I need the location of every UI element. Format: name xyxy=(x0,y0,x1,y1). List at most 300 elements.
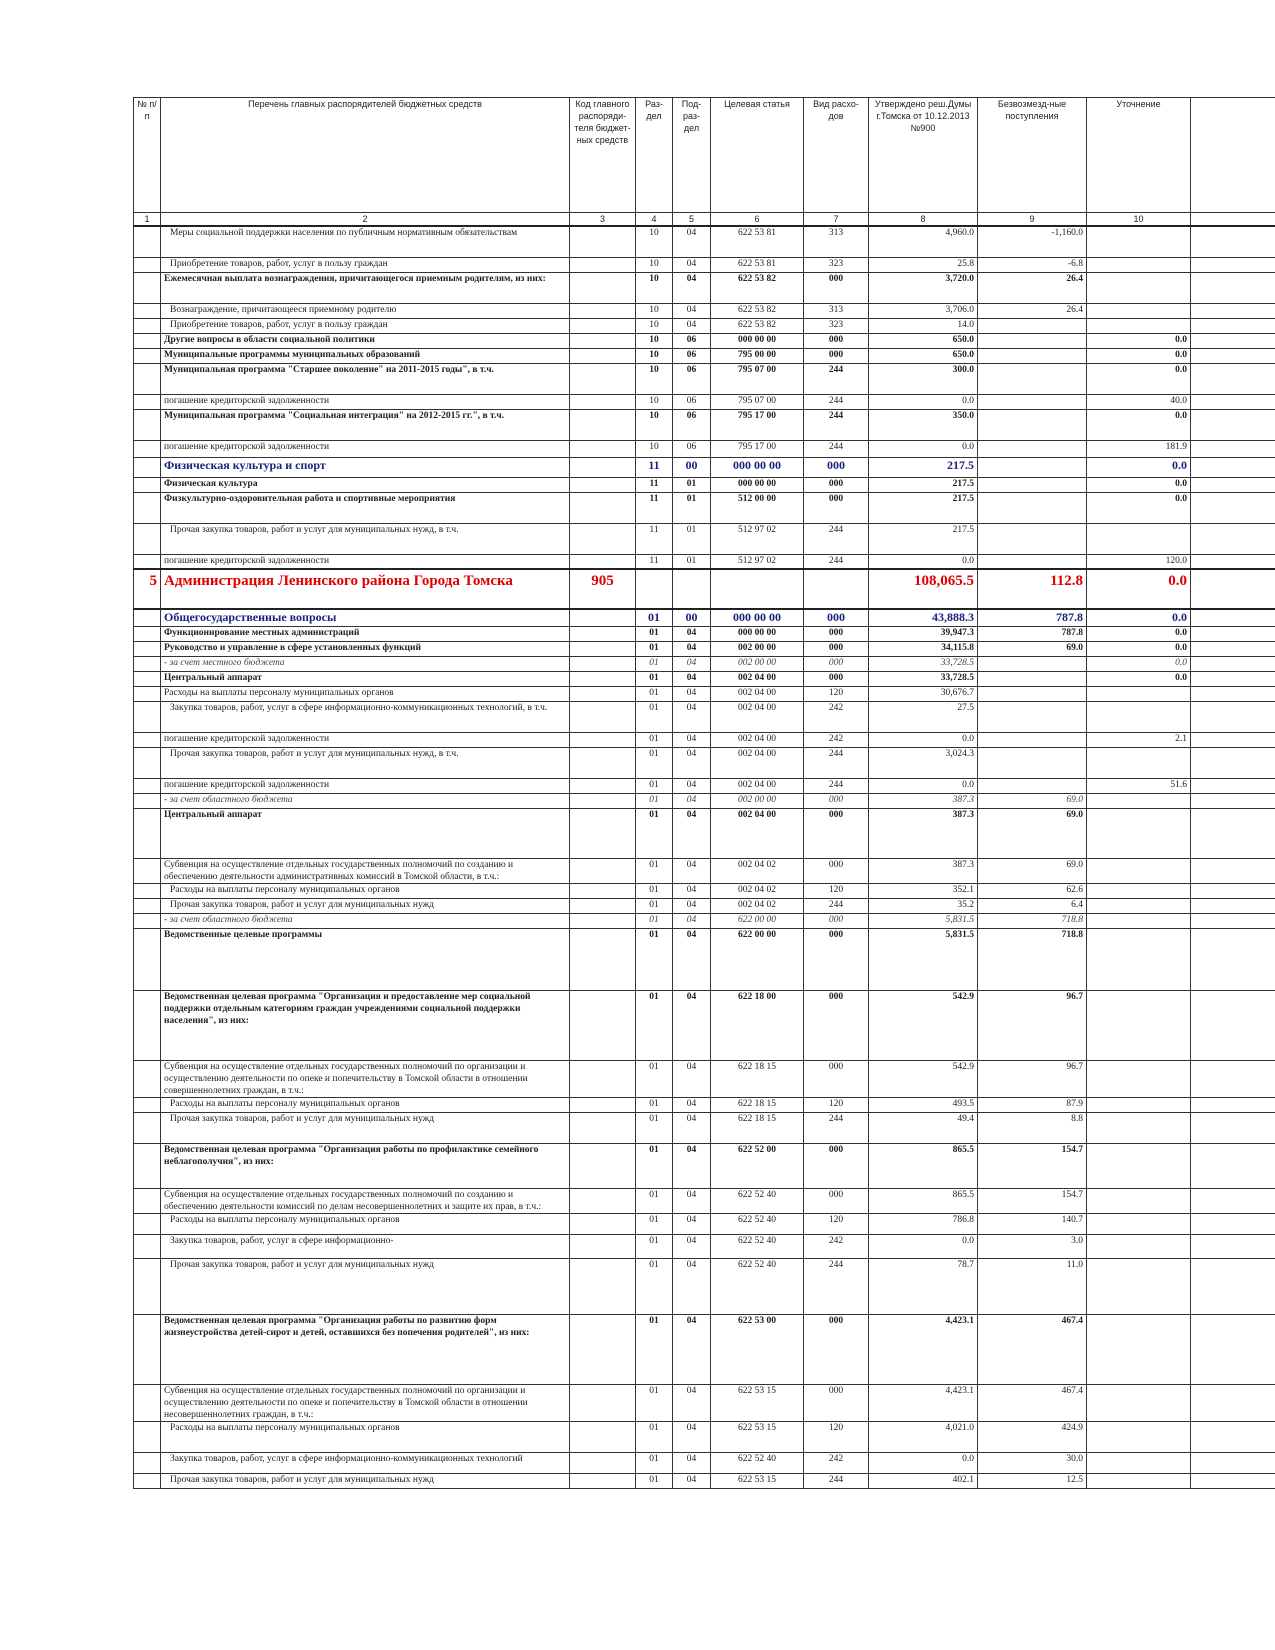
cell-u: 40.0 xyxy=(1087,394,1191,409)
cell-v: 000 xyxy=(804,928,869,990)
cell-extra xyxy=(1191,701,1275,732)
cell-extra xyxy=(1191,1188,1275,1213)
cell-f: 69.0 xyxy=(978,858,1087,883)
cell-v: 000 xyxy=(804,272,869,303)
cell-v: 000 xyxy=(804,793,869,808)
cell-s: 002 00 00 xyxy=(711,656,804,671)
cell-f: 140.7 xyxy=(978,1213,1087,1234)
cell-r: 10 xyxy=(636,394,673,409)
cell-p: 04 xyxy=(673,656,711,671)
cell-v: 313 xyxy=(804,303,869,318)
cell-r: 01 xyxy=(636,1060,673,1097)
cell-code xyxy=(570,1421,636,1452)
cell-r: 01 xyxy=(636,990,673,1060)
budget-table xyxy=(133,97,1275,1489)
cell-name: Центральный аппарат xyxy=(161,808,570,858)
cell-a: 0.0 xyxy=(869,554,978,569)
cell-extra xyxy=(1191,1060,1275,1097)
cell-f: 787.8 xyxy=(978,626,1087,641)
cell-s: 002 00 00 xyxy=(711,641,804,656)
cell-extra xyxy=(1191,1452,1275,1473)
cell-u xyxy=(1087,1060,1191,1097)
col-header-extra xyxy=(1191,98,1275,213)
cell-extra xyxy=(1191,554,1275,569)
cell-name: Центральный аппарат xyxy=(161,671,570,686)
cell-name: - за счет областного бюджета xyxy=(161,913,570,928)
cell-f: 96.7 xyxy=(978,990,1087,1060)
table-row xyxy=(134,609,1275,626)
cell-num xyxy=(134,1452,161,1473)
cell-f xyxy=(978,348,1087,363)
cell-v: 244 xyxy=(804,440,869,457)
cell-v: 120 xyxy=(804,883,869,898)
table-row xyxy=(134,732,1275,747)
cell-p: 04 xyxy=(673,808,711,858)
cell-code xyxy=(570,686,636,701)
cell-s xyxy=(711,569,804,609)
cell-name: Прочая закупка товаров, работ и услуг для муниципальных нужд xyxy=(161,1258,570,1314)
cell-f: 69.0 xyxy=(978,808,1087,858)
cell-name: Субвенция на осуществление отдельных государственных полномочий по организации и осуществлению деятельности по опеке и попечительству в Томской области в отношении совершеннолетних граждан, в т.ч.: xyxy=(161,1060,570,1097)
cell-extra xyxy=(1191,990,1275,1060)
cell-u: 0.0 xyxy=(1087,492,1191,523)
cell-a: 217.5 xyxy=(869,492,978,523)
cell-s: 002 04 00 xyxy=(711,808,804,858)
cell-u: 0.0 xyxy=(1087,569,1191,609)
cell-name: - за счет местного бюджета xyxy=(161,656,570,671)
cell-p: 04 xyxy=(673,671,711,686)
cell-v: 242 xyxy=(804,1452,869,1473)
cell-num xyxy=(134,1143,161,1188)
cell-a: 39,947.3 xyxy=(869,626,978,641)
table-row xyxy=(134,523,1275,554)
table-row xyxy=(134,671,1275,686)
cell-u: 0.0 xyxy=(1087,671,1191,686)
cell-s: 622 18 15 xyxy=(711,1112,804,1143)
cell-code xyxy=(570,1060,636,1097)
cell-r: 01 xyxy=(636,732,673,747)
cell-p: 04 xyxy=(673,226,711,257)
cell-name: Субвенция на осуществление отдельных государственных полномочий по созданию и обеспечению деятельности административных комиссий в Томской области, в т.ч.: xyxy=(161,858,570,883)
cell-a: 402.1 xyxy=(869,1473,978,1488)
cell-code xyxy=(570,477,636,492)
cell-p: 04 xyxy=(673,1452,711,1473)
cell-r xyxy=(636,569,673,609)
cell-num xyxy=(134,303,161,318)
col-header-clar: Уточнение xyxy=(1087,98,1191,213)
cell-u xyxy=(1087,1258,1191,1314)
cell-p: 04 xyxy=(673,272,711,303)
cell-a: 865.5 xyxy=(869,1188,978,1213)
cell-r: 11 xyxy=(636,477,673,492)
cell-s: 622 53 15 xyxy=(711,1421,804,1452)
cell-name: Меры социальной поддержки населения по публичным нормативным обязательствам xyxy=(161,226,570,257)
cell-name: Прочая закупка товаров, работ и услуг для муниципальных нужд, в т.ч. xyxy=(161,523,570,554)
cell-extra xyxy=(1191,394,1275,409)
table-row xyxy=(134,778,1275,793)
cell-extra xyxy=(1191,1473,1275,1488)
cell-u xyxy=(1087,272,1191,303)
cell-extra xyxy=(1191,686,1275,701)
cell-r: 10 xyxy=(636,409,673,440)
cell-v: 244 xyxy=(804,898,869,913)
cell-f: 787.8 xyxy=(978,609,1087,626)
cell-r: 01 xyxy=(636,1188,673,1213)
cell-r: 01 xyxy=(636,883,673,898)
cell-extra xyxy=(1191,318,1275,333)
table-row xyxy=(134,257,1275,272)
cell-extra xyxy=(1191,477,1275,492)
cell-num xyxy=(134,808,161,858)
cell-s: 622 00 00 xyxy=(711,913,804,928)
cell-name: Другие вопросы в области социальной политики xyxy=(161,333,570,348)
cell-v: 244 xyxy=(804,394,869,409)
cell-v: 244 xyxy=(804,747,869,778)
cell-num xyxy=(134,778,161,793)
cell-a: 4,423.1 xyxy=(869,1384,978,1421)
cell-num xyxy=(134,793,161,808)
cell-a: 542.9 xyxy=(869,1060,978,1097)
cell-u xyxy=(1087,990,1191,1060)
cell-a: 217.5 xyxy=(869,457,978,477)
cell-u xyxy=(1087,1097,1191,1112)
table-row xyxy=(134,1060,1275,1097)
cell-extra xyxy=(1191,793,1275,808)
cell-a: 0.0 xyxy=(869,778,978,793)
table-row xyxy=(134,1473,1275,1488)
cell-s: 622 52 40 xyxy=(711,1188,804,1213)
cell-v: 244 xyxy=(804,778,869,793)
cell-r: 10 xyxy=(636,440,673,457)
cell-num xyxy=(134,858,161,883)
cell-s: 002 00 00 xyxy=(711,793,804,808)
cell-num xyxy=(134,626,161,641)
cell-name: Расходы на выплаты персоналу муниципальных органов xyxy=(161,1421,570,1452)
cell-r: 10 xyxy=(636,303,673,318)
cell-u xyxy=(1087,1452,1191,1473)
cell-p: 04 xyxy=(673,1421,711,1452)
cell-u xyxy=(1087,1213,1191,1234)
cell-v: 000 xyxy=(804,641,869,656)
cell-p: 04 xyxy=(673,778,711,793)
cell-f: 467.4 xyxy=(978,1384,1087,1421)
col-header-free: Безвозмезд-ные поступления xyxy=(978,98,1087,213)
cell-u xyxy=(1087,793,1191,808)
cell-name: Муниципальные программы муниципальных образований xyxy=(161,348,570,363)
cell-code xyxy=(570,883,636,898)
cell-p: 04 xyxy=(673,1384,711,1421)
cell-extra xyxy=(1191,226,1275,257)
cell-code xyxy=(570,1384,636,1421)
cell-r: 01 xyxy=(636,1314,673,1384)
cell-f xyxy=(978,778,1087,793)
table-row xyxy=(134,641,1275,656)
col-header-name: Перечень главных распорядителей бюджетных средств xyxy=(161,98,570,213)
cell-s: 000 00 00 xyxy=(711,609,804,626)
cell-f xyxy=(978,318,1087,333)
cell-s: 000 00 00 xyxy=(711,626,804,641)
table-row xyxy=(134,656,1275,671)
cell-u xyxy=(1087,883,1191,898)
cell-f xyxy=(978,686,1087,701)
cell-num xyxy=(134,701,161,732)
cell-v: 244 xyxy=(804,523,869,554)
cell-s: 000 00 00 xyxy=(711,333,804,348)
cell-extra xyxy=(1191,858,1275,883)
cell-p: 01 xyxy=(673,477,711,492)
cell-r: 11 xyxy=(636,457,673,477)
cell-num xyxy=(134,318,161,333)
table-row xyxy=(134,626,1275,641)
cell-num xyxy=(134,609,161,626)
cell-extra xyxy=(1191,883,1275,898)
cell-extra xyxy=(1191,257,1275,272)
cell-code xyxy=(570,747,636,778)
cell-extra xyxy=(1191,303,1275,318)
cell-p: 06 xyxy=(673,348,711,363)
table-row xyxy=(134,1314,1275,1384)
cell-code xyxy=(570,226,636,257)
cell-s: 622 53 82 xyxy=(711,318,804,333)
cell-v: 244 xyxy=(804,554,869,569)
cell-r: 01 xyxy=(636,656,673,671)
cell-code xyxy=(570,257,636,272)
cell-r: 10 xyxy=(636,318,673,333)
cell-code xyxy=(570,808,636,858)
cell-v: 244 xyxy=(804,1112,869,1143)
table-row xyxy=(134,686,1275,701)
table-row xyxy=(134,477,1275,492)
cell-extra xyxy=(1191,913,1275,928)
cell-code xyxy=(570,1213,636,1234)
cell-r: 01 xyxy=(636,913,673,928)
cell-s: 795 17 00 xyxy=(711,409,804,440)
cell-p: 04 xyxy=(673,318,711,333)
cell-a: 27.5 xyxy=(869,701,978,732)
table-row xyxy=(134,1258,1275,1314)
cell-name: Администрация Ленинского района Города Томска xyxy=(161,569,570,609)
cell-u xyxy=(1087,747,1191,778)
cell-u: 0.0 xyxy=(1087,609,1191,626)
cell-code xyxy=(570,272,636,303)
cell-num xyxy=(134,554,161,569)
cell-u xyxy=(1087,686,1191,701)
cell-p: 04 xyxy=(673,1234,711,1258)
cell-code xyxy=(570,1234,636,1258)
cell-f xyxy=(978,656,1087,671)
table-row xyxy=(134,990,1275,1060)
cell-extra xyxy=(1191,1213,1275,1234)
cell-a: 350.0 xyxy=(869,409,978,440)
cell-extra xyxy=(1191,272,1275,303)
cell-u xyxy=(1087,1234,1191,1258)
cell-p: 06 xyxy=(673,409,711,440)
cell-v: 323 xyxy=(804,318,869,333)
cell-name: Приобретение товаров, работ, услуг в пользу граждан xyxy=(161,257,570,272)
cell-u xyxy=(1087,701,1191,732)
table-row xyxy=(134,440,1275,457)
cell-num xyxy=(134,477,161,492)
cell-a: 387.3 xyxy=(869,858,978,883)
col-header-approved: Утверждено реш.Думы г.Томска от 10.12.2013 №900 xyxy=(869,98,978,213)
cell-v: 000 xyxy=(804,808,869,858)
cell-num xyxy=(134,1097,161,1112)
table-body xyxy=(134,226,1275,1488)
cell-num xyxy=(134,440,161,457)
cell-s: 795 07 00 xyxy=(711,363,804,394)
cell-f: 62.6 xyxy=(978,883,1087,898)
cell-s: 795 07 00 xyxy=(711,394,804,409)
cell-num xyxy=(134,1384,161,1421)
cell-v: 244 xyxy=(804,1258,869,1314)
cell-s: 795 00 00 xyxy=(711,348,804,363)
cell-code xyxy=(570,732,636,747)
cell-f: 26.4 xyxy=(978,303,1087,318)
cell-s: 622 52 40 xyxy=(711,1452,804,1473)
cell-s: 622 53 81 xyxy=(711,226,804,257)
cell-r: 01 xyxy=(636,1384,673,1421)
cell-p: 01 xyxy=(673,492,711,523)
cell-num xyxy=(134,348,161,363)
cell-name: Руководство и управление в сфере установленных функций xyxy=(161,641,570,656)
cell-u xyxy=(1087,1421,1191,1452)
cell-name: погашение кредиторской задолженности xyxy=(161,732,570,747)
cell-u: 0.0 xyxy=(1087,457,1191,477)
cell-name: Общегосударственные вопросы xyxy=(161,609,570,626)
cell-s: 622 52 40 xyxy=(711,1213,804,1234)
cell-v xyxy=(804,569,869,609)
cell-f: 12.5 xyxy=(978,1473,1087,1488)
cell-f: 154.7 xyxy=(978,1188,1087,1213)
table-row xyxy=(134,747,1275,778)
cell-r: 10 xyxy=(636,257,673,272)
cell-extra xyxy=(1191,626,1275,641)
cell-f xyxy=(978,409,1087,440)
cell-u: 0.0 xyxy=(1087,626,1191,641)
cell-s: 622 00 00 xyxy=(711,928,804,990)
cell-name: Расходы на выплаты персоналу муниципальных органов xyxy=(161,883,570,898)
cell-p: 04 xyxy=(673,1060,711,1097)
cell-num xyxy=(134,394,161,409)
cell-f: 69.0 xyxy=(978,641,1087,656)
cell-a: 542.9 xyxy=(869,990,978,1060)
col-header-razdel: Раз-дел xyxy=(636,98,673,213)
cell-a: 34,115.8 xyxy=(869,641,978,656)
cell-a: 4,021.0 xyxy=(869,1421,978,1452)
cell-r: 11 xyxy=(636,492,673,523)
cell-num xyxy=(134,1258,161,1314)
cell-code xyxy=(570,701,636,732)
cell-p: 00 xyxy=(673,609,711,626)
cell-r: 11 xyxy=(636,554,673,569)
table-row xyxy=(134,1143,1275,1188)
cell-v: 000 xyxy=(804,492,869,523)
cell-v: 000 xyxy=(804,1384,869,1421)
cell-p: 04 xyxy=(673,883,711,898)
cell-s: 622 18 00 xyxy=(711,990,804,1060)
cell-f xyxy=(978,363,1087,394)
cell-extra xyxy=(1191,523,1275,554)
cell-a: 108,065.5 xyxy=(869,569,978,609)
col-number-extra xyxy=(1191,213,1275,227)
cell-r: 10 xyxy=(636,363,673,394)
cell-extra xyxy=(1191,778,1275,793)
cell-v: 120 xyxy=(804,686,869,701)
cell-s: 622 53 00 xyxy=(711,1314,804,1384)
cell-num xyxy=(134,641,161,656)
agency-row xyxy=(134,569,1275,609)
cell-code xyxy=(570,641,636,656)
cell-v: 120 xyxy=(804,1097,869,1112)
cell-num xyxy=(134,990,161,1060)
cell-v: 000 xyxy=(804,609,869,626)
cell-code xyxy=(570,778,636,793)
cell-v: 244 xyxy=(804,409,869,440)
cell-f: 11.0 xyxy=(978,1258,1087,1314)
cell-u xyxy=(1087,1384,1191,1421)
cell-r: 01 xyxy=(636,1143,673,1188)
cell-a: 25.8 xyxy=(869,257,978,272)
cell-f: 30.0 xyxy=(978,1452,1087,1473)
cell-name: погашение кредиторской задолженности xyxy=(161,440,570,457)
cell-name: Физкультурно-оздоровительная работа и спортивные мероприятия xyxy=(161,492,570,523)
cell-num xyxy=(134,1314,161,1384)
cell-num xyxy=(134,1234,161,1258)
cell-a: 5,831.5 xyxy=(869,928,978,990)
cell-a: 3,024.3 xyxy=(869,747,978,778)
cell-code xyxy=(570,1452,636,1473)
cell-name: Прочая закупка товаров, работ и услуг для муниципальных нужд xyxy=(161,1112,570,1143)
cell-u: 51.6 xyxy=(1087,778,1191,793)
cell-p: 04 xyxy=(673,1112,711,1143)
cell-v: 000 xyxy=(804,913,869,928)
cell-r: 01 xyxy=(636,1258,673,1314)
cell-code xyxy=(570,1097,636,1112)
cell-p: 04 xyxy=(673,626,711,641)
cell-name: Приобретение товаров, работ, услуг в пользу граждан xyxy=(161,318,570,333)
cell-f: 96.7 xyxy=(978,1060,1087,1097)
cell-p: 04 xyxy=(673,858,711,883)
cell-v: 000 xyxy=(804,1314,869,1384)
cell-r: 01 xyxy=(636,609,673,626)
cell-f xyxy=(978,492,1087,523)
cell-code xyxy=(570,1314,636,1384)
col-number: 4 xyxy=(636,213,673,227)
cell-a: 865.5 xyxy=(869,1143,978,1188)
cell-p: 04 xyxy=(673,747,711,778)
cell-code xyxy=(570,440,636,457)
cell-extra xyxy=(1191,1097,1275,1112)
cell-a: 650.0 xyxy=(869,348,978,363)
cell-r: 01 xyxy=(636,671,673,686)
cell-r: 01 xyxy=(636,778,673,793)
cell-name: Расходы на выплаты персоналу муниципальных органов xyxy=(161,686,570,701)
cell-r: 10 xyxy=(636,348,673,363)
col-number: 5 xyxy=(673,213,711,227)
table-row xyxy=(134,701,1275,732)
cell-s: 002 04 00 xyxy=(711,701,804,732)
cell-u xyxy=(1087,1112,1191,1143)
cell-code xyxy=(570,898,636,913)
cell-v: 000 xyxy=(804,656,869,671)
cell-num xyxy=(134,732,161,747)
cell-code xyxy=(570,1143,636,1188)
cell-name: Ведомственная целевая программа "Организация работы по профилактике семейного неблагополучия", из них: xyxy=(161,1143,570,1188)
cell-u xyxy=(1087,928,1191,990)
cell-name: Закупка товаров, работ, услуг в сфере информационно-коммуникационных технологий, в т.ч. xyxy=(161,701,570,732)
cell-f xyxy=(978,747,1087,778)
cell-v: 000 xyxy=(804,671,869,686)
